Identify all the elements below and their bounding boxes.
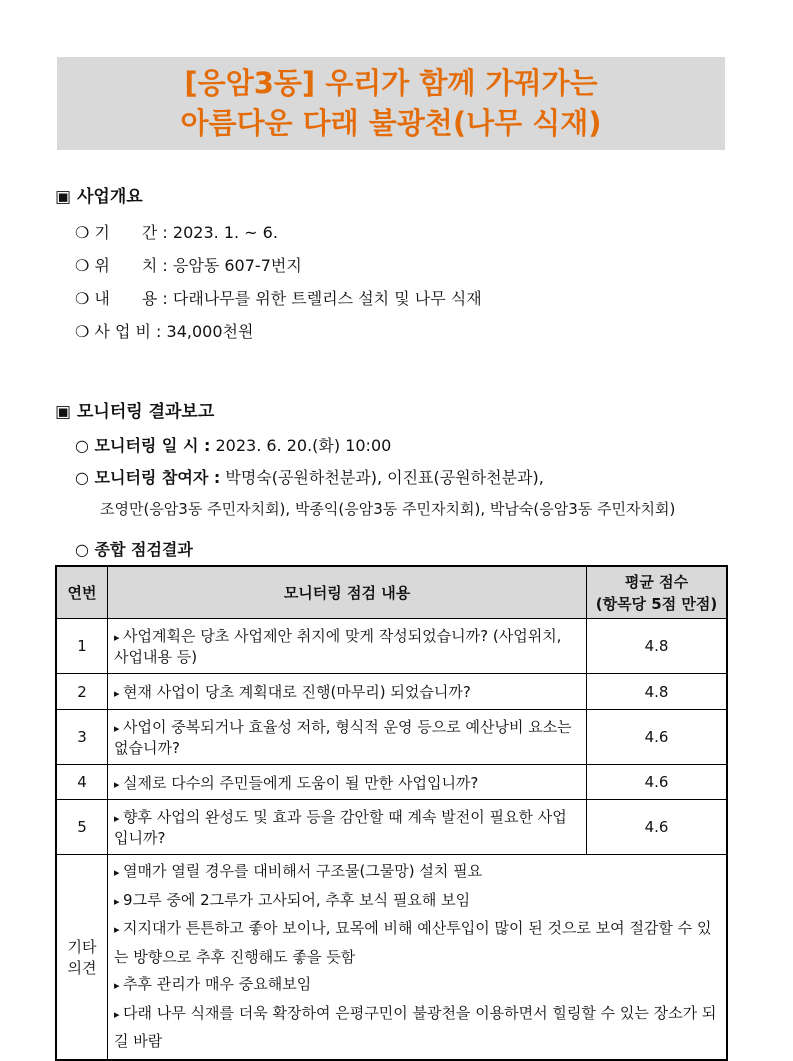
table-row: 5 ▸ 향후 사업의 완성도 및 효과 등을 감안할 때 계속 발전이 필요한 사업입니까? 4.6 (56, 800, 727, 855)
table-row: 1 ▸ 사업계획은 당초 사업제안 취지에 맞게 작성되었습니까? (사업위치, 사업내용 등) 4.8 (56, 619, 727, 674)
overview-location: ❍ 위 치 : 응암동 607-7번지 (75, 256, 302, 275)
table-header: 연번 모니터링 점검 내용 평균 점수 (항목당 5점 만점) (56, 566, 727, 619)
overview-content: ❍ 내 용 : 다래나무를 위한 트렐리스 설치 및 나무 식재 (75, 289, 482, 308)
title-banner (57, 57, 725, 150)
opinions-row: 기타 의견 ▸ 열매가 열릴 경우를 대비해서 구조물(그물망) 설치 필요 ▸ 9그루 중에 2그루가 고사되어, 추후 보식 필요해 보임 ▸ 지지대가 튼튼하고 좋아 보이나, 묘목에 비해 예산투입이 많이 된 것으로 보여 절감할 수 있는 방향으로 추후 진행해도 좋을 듯함 ▸ 추후 관리가 매우 중요해보임 ▸ 다래 나무 식재를 더욱 확장하여 은평구민이 불광천을 이용하면서 힐링할 수 있는 장소가 되길 바람 (56, 855, 727, 1060)
monitoring-participants: ○ 모니터링 참여자 : 박명숙(공원하천분과), 이진표(공원하천분과), (75, 468, 544, 487)
table-row: 4 ▸ 실제로 다수의 주민들에게 도움이 될 만한 사업입니까? 4.6 (56, 765, 727, 800)
table-row: 2 ▸ 현재 사업이 당초 계획대로 진행(마무리) 되었습니까? 4.8 (56, 674, 727, 710)
monitoring-date: ○ 모니터링 일 시 : 2023. 6. 20.(화) 10:00 (75, 436, 392, 455)
overview-heading: ▣ 사업개요 (55, 187, 143, 207)
monitoring-heading: ▣ 모니터링 결과보고 (55, 402, 215, 422)
overview-period: ❍ 기 간 : 2023. 1. ~ 6. (75, 223, 278, 242)
table-row: 3 ▸ 사업이 중복되거나 효율성 저하, 형식적 운영 등으로 예산낭비 요소는 없습니까? 4.6 (56, 710, 727, 765)
title-line-1: [응암3동] 우리가 함께 가꿔가는 (184, 66, 598, 100)
results-table (55, 565, 728, 1061)
opinions-list: ▸ 열매가 열릴 경우를 대비해서 구조물(그물망) 설치 필요 ▸ 9그루 중에 2그루가 고사되어, 추후 보식 필요해 보임 ▸ 지지대가 튼튼하고 좋아 보이나, 묘목에 비해 예산투입이 많이 된 것으로 보여 절감할 수 있는 방향으로 추후 진행해도 좋을 듯함 ▸ 추후 관리가 매우 중요해보임 ▸ 다래 나무 식재를 더욱 확장하여 은평구민이 불광천을 이용하면서 힐링할 수 있는 장소가 되길 바람 (108, 855, 728, 1060)
monitoring-participants-2: 조영만(응암3동 주민자치회), 박종익(응암3동 주민자치회), 박남숙(응암3동 주민자치회) (100, 500, 676, 518)
summary-label: ○ 종합 점검결과 (75, 540, 193, 559)
overview-budget: ❍ 사 업 비 : 34,000천원 (75, 322, 254, 341)
title-line-2: 아름다운 다래 불광천(나무 식재) (180, 106, 602, 140)
